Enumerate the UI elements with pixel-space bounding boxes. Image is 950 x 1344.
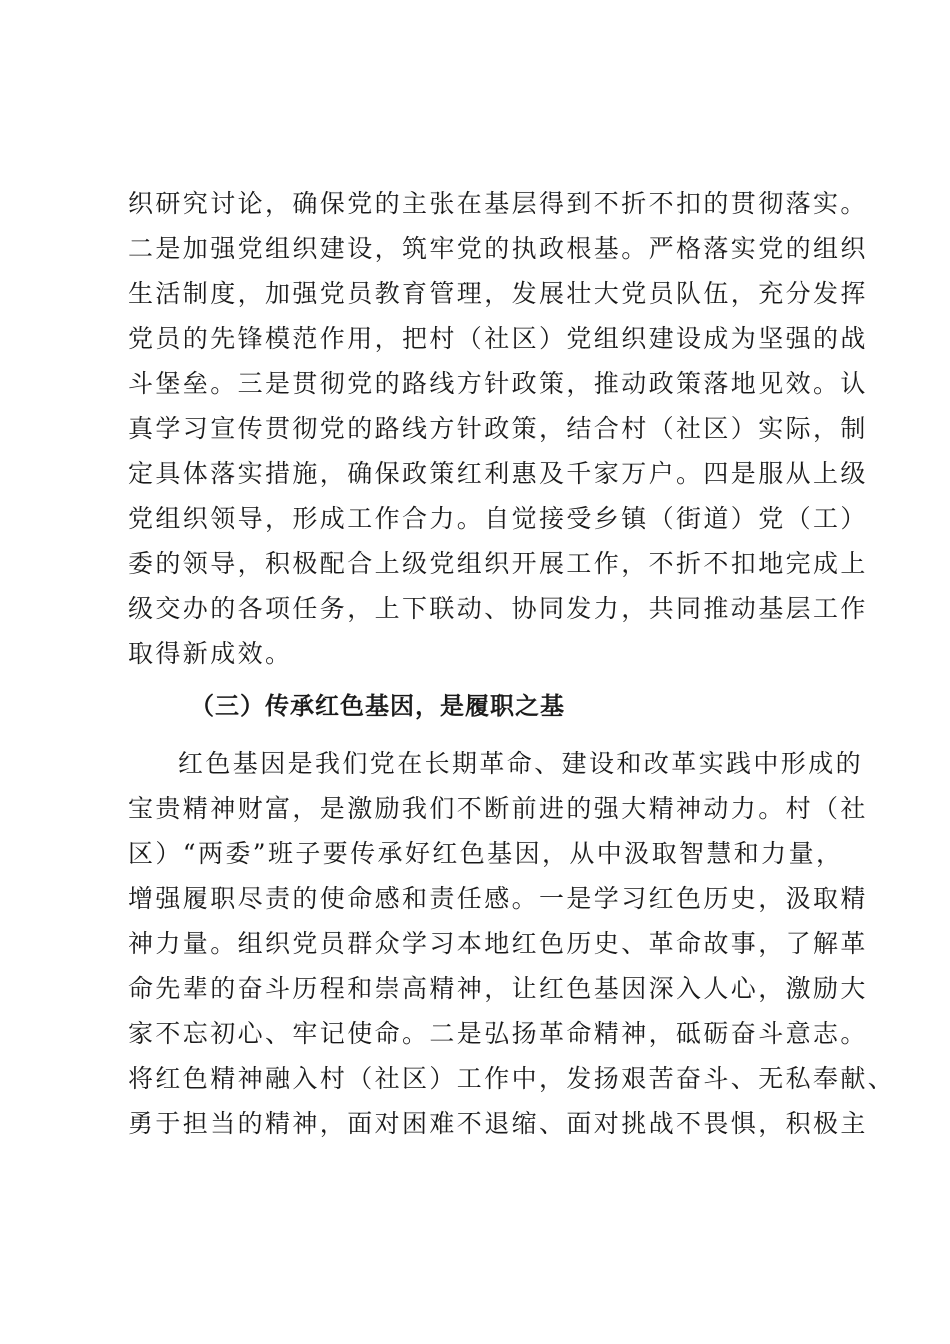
paragraph-line: 党员的先锋模范作用，把村（社区）党组织建设成为坚强的战 bbox=[128, 324, 868, 353]
paragraph-line: 斗堡垒。三是贯彻党的路线方针政策，推动政策落地见效。认 bbox=[128, 369, 868, 398]
paragraph-line: 神力量。组织党员群众学习本地红色历史、革命故事，了解革 bbox=[128, 929, 868, 958]
paragraph-line: 织研究讨论，确保党的主张在基层得到不折不扣的贯彻落实。 bbox=[128, 189, 868, 218]
paragraph-first-line: 红色基因是我们党在长期革命、建设和改革实践中形成的 bbox=[178, 749, 864, 778]
section-heading: （三）传承红色基因，是履职之基 bbox=[190, 691, 565, 720]
paragraph-line: 宝贵精神财富，是激励我们不断前进的强大精神动力。村（社 bbox=[128, 794, 868, 823]
paragraph-line: 委的领导，积极配合上级党组织开展工作，不折不扣地完成上 bbox=[128, 549, 868, 578]
paragraph-line: 党组织领导，形成工作合力。自觉接受乡镇（街道）党（工） bbox=[128, 504, 868, 533]
paragraph-line: 命先辈的奋斗历程和崇高精神，让红色基因深入人心，激励大 bbox=[128, 974, 868, 1003]
paragraph-line-last: 取得新成效。 bbox=[128, 639, 293, 668]
paragraph-line: 增强履职尽责的使命感和责任感。一是学习红色历史，汲取精 bbox=[128, 884, 868, 913]
paragraph-line: 生活制度，加强党员教育管理，发展壮大党员队伍，充分发挥 bbox=[128, 279, 868, 308]
paragraph-line: 定具体落实措施，确保政策红利惠及千家万户。四是服从上级 bbox=[128, 459, 868, 488]
paragraph-line: 二是加强党组织建设，筑牢党的执政根基。严格落实党的组织 bbox=[128, 234, 868, 263]
paragraph-line: 级交办的各项任务，上下联动、协同发力，共同推动基层工作 bbox=[128, 594, 868, 623]
paragraph-line: 勇于担当的精神，面对困难不退缩、面对挑战不畏惧，积极主 bbox=[128, 1109, 868, 1138]
paragraph-line: 区）“两委”班子要传承好红色基因，从中汲取智慧和力量， bbox=[128, 839, 844, 868]
paragraph-line: 家不忘初心、牢记使命。二是弘扬革命精神，砥砺奋斗意志。 bbox=[128, 1019, 868, 1048]
paragraph-line: 将红色精神融入村（社区）工作中，发扬艰苦奋斗、无私奉献、 bbox=[128, 1064, 896, 1093]
paragraph-line: 真学习宣传贯彻党的路线方针政策，结合村（社区）实际，制 bbox=[128, 414, 868, 443]
